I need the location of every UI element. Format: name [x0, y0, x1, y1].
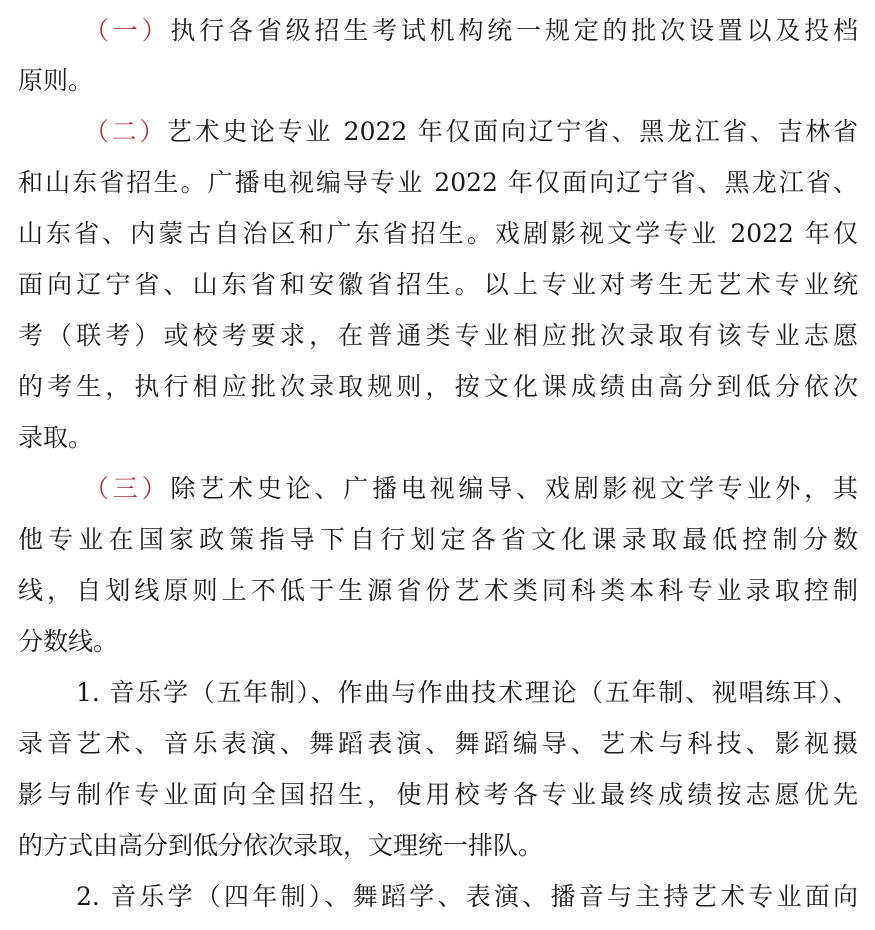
item-1-line-4: 的方式由高分到低分依次录取，文理统一排队。 [18, 831, 544, 860]
paragraph-3-line-1: （三）除艺术史论、广播电视编导、戏剧影视文学专业外，其 [84, 474, 858, 503]
paragraph-1-marker: （一） [84, 16, 171, 45]
paragraph-2-line-7: 录取。 [18, 423, 94, 452]
paragraph-2-line-3: 山东省、内蒙古自治区和广东省招生。戏剧影视文学专业 2022 年仅 [18, 219, 858, 248]
paragraph-3-line-4: 分数线。 [18, 627, 119, 656]
paragraph-2-line-2: 和山东省招生。广播电视编导专业 2022 年仅面向辽宁省、黑龙江省、 [18, 168, 858, 197]
item-1-line-1: 1. 音乐学（五年制）、作曲与作曲技术理论（五年制、视唱练耳）、 [76, 678, 858, 707]
item-1-line-2: 录音艺术、音乐表演、舞蹈表演、舞蹈编导、艺术与科技、影视摄 [18, 729, 858, 758]
paragraph-2-line-4: 面向辽宁省、山东省和安徽省招生。以上专业对考生无艺术专业统 [18, 270, 858, 299]
item-2-line-1: 2. 音乐学（四年制）、舞蹈学、表演、播音与主持艺术专业面向 [76, 882, 858, 911]
paragraph-3-line-2: 他专业在国家政策指导下自行划定各省文化课录取最低控制分数 [18, 525, 858, 554]
paragraph-2-marker: （二） [84, 117, 168, 146]
paragraph-2-line-6: 的考生，执行相应批次录取规则，按文化课成绩由高分到低分依次 [18, 372, 858, 401]
paragraph-1-line-2: 原则。 [18, 66, 94, 95]
paragraph-3-line-3: 线，自划线原则上不低于生源省份艺术类同科类本科专业录取控制 [18, 576, 858, 605]
paragraph-2-line-1: （二）艺术史论专业 2022 年仅面向辽宁省、黑龙江省、吉林省 [84, 117, 858, 146]
item-1-line-3: 影与制作专业面向全国招生，使用校考各专业最终成绩按志愿优先 [18, 780, 858, 809]
paragraph-2-line-5: 考（联考）或校考要求，在普通类专业相应批次录取有该专业志愿 [18, 321, 858, 350]
paragraph-3-marker: （三） [84, 474, 171, 503]
paragraph-1-line-1: （一）执行各省级招生考试机构统一规定的批次设置以及投档 [84, 16, 858, 45]
